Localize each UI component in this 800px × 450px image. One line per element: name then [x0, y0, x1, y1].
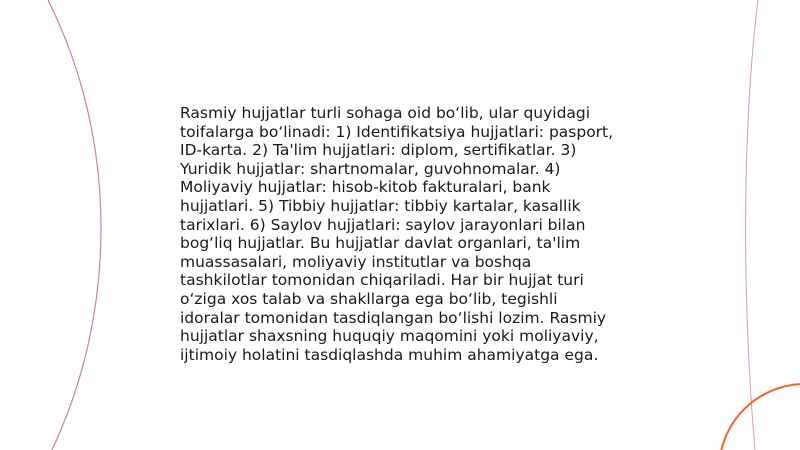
right-decorative-arc — [746, 0, 758, 450]
left-decorative-arc — [48, 0, 101, 450]
body-paragraph: Rasmiy hujjatlar turli sohaga oid bo‘lib, ular quyidagi toifalarga bo‘linadi: 1) Identifikatsiya hujjatlari: pasport, ID-karta. 2) Ta'lim hujjatlari: diplom, sertifikatlar. 3) Yuridik hujjatlar: shartnomalar, guvohnomalar. 4) Moliyaviy hujjatlar: hisob-kitob fakturalari, bank hujjatlari. 5) Tibbiy hujjatlar: tibbiy kartalar, kasallik tarixlari. 6) Saylov hujjatlari: saylov jarayonlari bilan bog‘liq hujjatlar. Bu hujjatlar davlat organlari, ta'lim muassasalari, moliyaviy institutlar va boshqa tashkilotlar tomonidan chiqariladi. Har bir hujjat turi o‘ziga xos talab va shakllarga ega bo‘lib, tegishli idoralar tomonidan tasdiqlangan bo‘lishi lozim. Rasmiy hujjatlar shaxsning huquqiy maqomini yoki moliyaviy, ijtimoiy holatini tasdiqlashda muhim ahamiyatga ega. — [180, 104, 614, 364]
orange-decorative-circle — [719, 384, 800, 450]
